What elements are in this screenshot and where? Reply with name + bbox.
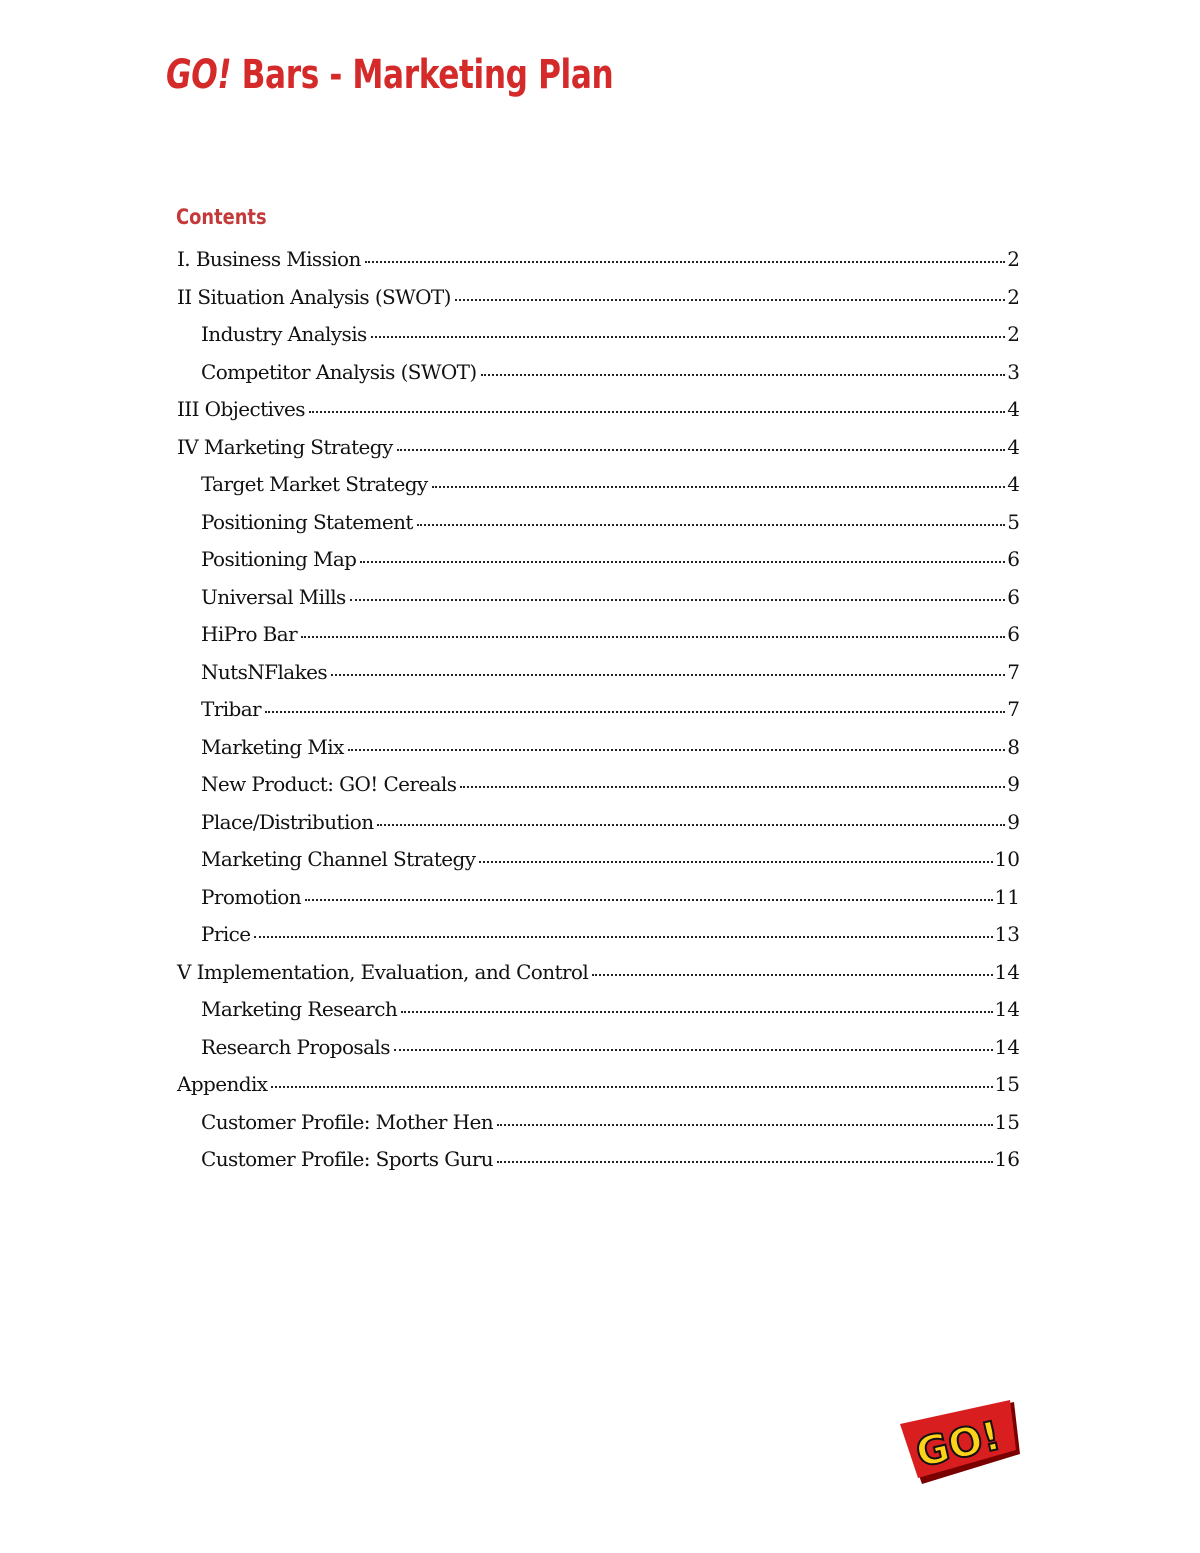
toc-entry[interactable] <box>177 579 1020 617</box>
document-title-text: Bars - Marketing Plan <box>231 52 614 98</box>
toc-dot-leader <box>371 336 1006 338</box>
toc-entry-page: 8 <box>1007 734 1020 759</box>
toc-entry[interactable] <box>177 841 1020 879</box>
toc-dot-leader <box>460 786 1005 788</box>
toc-dot-leader <box>254 936 992 938</box>
toc-entry[interactable] <box>177 241 1020 279</box>
document-title <box>166 52 613 98</box>
toc-dot-leader <box>497 1124 993 1126</box>
toc-dot-leader <box>397 449 1006 451</box>
toc-entry[interactable] <box>177 316 1020 354</box>
toc-entry[interactable] <box>177 804 1020 842</box>
toc-entry-label: III Objectives <box>177 397 305 421</box>
toc-entry-label: Promotion <box>201 884 302 909</box>
toc-entry[interactable] <box>177 916 1020 954</box>
toc-entry[interactable] <box>177 429 1020 467</box>
toc-dot-leader <box>271 1086 992 1088</box>
toc-entry[interactable] <box>177 1141 1020 1179</box>
toc-entry-page: 13 <box>994 922 1020 946</box>
toc-dot-leader <box>365 261 1005 263</box>
toc-entry-page: 6 <box>1007 584 1020 609</box>
toc-entry[interactable] <box>177 466 1020 504</box>
toc-entry-page: 10 <box>994 847 1020 871</box>
toc-dot-leader <box>301 636 1005 638</box>
toc-entry-page: 14 <box>994 1034 1020 1059</box>
toc-entry-label: Research Proposals <box>201 1034 390 1059</box>
toc-dot-leader <box>401 1011 992 1013</box>
toc-dot-leader <box>350 599 1006 601</box>
toc-entry-page: 6 <box>1007 547 1020 571</box>
toc-entry[interactable] <box>177 729 1020 767</box>
toc-entry-page: 2 <box>1007 284 1020 309</box>
toc-entry[interactable] <box>177 954 1020 992</box>
toc-entry-page: 4 <box>1007 397 1020 421</box>
document-title-brand: GO! <box>166 52 232 98</box>
toc-entry-page: 7 <box>1007 659 1020 684</box>
toc-entry-label: Price <box>201 922 251 946</box>
toc-entry-page: 4 <box>1007 434 1020 459</box>
toc-entry-label: Customer Profile: Sports Guru <box>201 1147 494 1171</box>
toc-entry-page: 2 <box>1007 322 1020 346</box>
toc-entry-label: HiPro Bar <box>201 622 298 646</box>
toc-entry[interactable] <box>177 1066 1020 1104</box>
toc-dot-leader <box>305 899 993 901</box>
toc-entry-label: NutsNFlakes <box>201 659 327 684</box>
toc-dot-leader <box>360 561 1005 563</box>
toc-entry[interactable] <box>177 766 1020 804</box>
toc-entry-label: Industry Analysis <box>201 322 367 346</box>
toc-dot-leader <box>417 524 1005 526</box>
toc-entry[interactable] <box>177 654 1020 692</box>
toc-entry-label: New Product: GO! Cereals <box>201 772 457 796</box>
toc-entry-page: 2 <box>1007 247 1020 271</box>
toc-entry[interactable] <box>177 1029 1020 1067</box>
toc-entry[interactable] <box>177 504 1020 542</box>
toc-dot-leader <box>377 824 1005 826</box>
toc-entry-label: Appendix <box>177 1072 268 1096</box>
toc-entry-page: 3 <box>1007 359 1020 384</box>
toc-dot-leader <box>309 411 1005 413</box>
toc-entry-page: 11 <box>994 884 1020 909</box>
toc-entry-page: 6 <box>1007 622 1020 646</box>
toc-entry-page: 15 <box>994 1109 1020 1134</box>
toc-entry[interactable] <box>177 879 1020 917</box>
toc-entry-page: 9 <box>1007 809 1020 834</box>
toc-entry[interactable] <box>177 691 1020 729</box>
toc-entry-label: II Situation Analysis (SWOT) <box>177 284 451 309</box>
toc-entry[interactable] <box>177 354 1020 392</box>
toc-entry-label: Competitor Analysis (SWOT) <box>201 359 477 384</box>
toc-entry-page: 4 <box>1007 472 1020 496</box>
toc-entry-label: IV Marketing Strategy <box>177 434 393 459</box>
toc-entry-label: Marketing Research <box>201 997 398 1021</box>
toc-dot-leader <box>265 711 1005 713</box>
toc-entry[interactable] <box>177 541 1020 579</box>
toc-entry-label: Customer Profile: Mother Hen <box>201 1109 493 1134</box>
go-logo-text: GO! <box>911 1412 1006 1477</box>
toc-entry-label: Tribar <box>201 697 261 721</box>
toc-dot-leader <box>592 974 992 976</box>
toc-entry-page: 7 <box>1007 697 1020 721</box>
contents-heading: Contents <box>176 205 267 229</box>
toc-entry-label: I. Business Mission <box>177 247 361 271</box>
toc-entry-page: 14 <box>994 959 1020 984</box>
toc-entry-label: Place/Distribution <box>201 809 374 834</box>
toc-entry-page: 15 <box>994 1072 1020 1096</box>
toc-entry-page: 16 <box>994 1147 1020 1171</box>
toc-entry[interactable] <box>177 391 1020 429</box>
toc-dot-leader <box>481 374 1006 376</box>
toc-entry-page: 14 <box>994 997 1020 1021</box>
toc-dot-leader <box>348 749 1006 751</box>
toc-entry[interactable] <box>177 616 1020 654</box>
toc-entry-label: Marketing Mix <box>201 734 344 759</box>
toc-entry-page: 9 <box>1007 772 1020 796</box>
table-of-contents <box>177 241 1020 1179</box>
go-logo <box>898 1398 1022 1488</box>
toc-entry[interactable] <box>177 1104 1020 1142</box>
toc-entry-label: Positioning Statement <box>201 509 413 534</box>
toc-dot-leader <box>479 861 992 863</box>
toc-dot-leader <box>331 674 1005 676</box>
toc-entry-label: V Implementation, Evaluation, and Control <box>177 959 589 984</box>
toc-dot-leader <box>394 1049 993 1051</box>
toc-entry[interactable] <box>177 279 1020 317</box>
toc-dot-leader <box>497 1161 992 1163</box>
toc-entry-label: Positioning Map <box>201 547 357 571</box>
toc-entry-label: Universal Mills <box>201 584 346 609</box>
toc-entry-label: Target Market Strategy <box>201 472 428 496</box>
toc-entry-page: 5 <box>1007 509 1020 534</box>
toc-dot-leader <box>432 486 1006 488</box>
toc-dot-leader <box>455 299 1005 301</box>
toc-entry-label: Marketing Channel Strategy <box>201 847 476 871</box>
toc-entry[interactable] <box>177 991 1020 1029</box>
